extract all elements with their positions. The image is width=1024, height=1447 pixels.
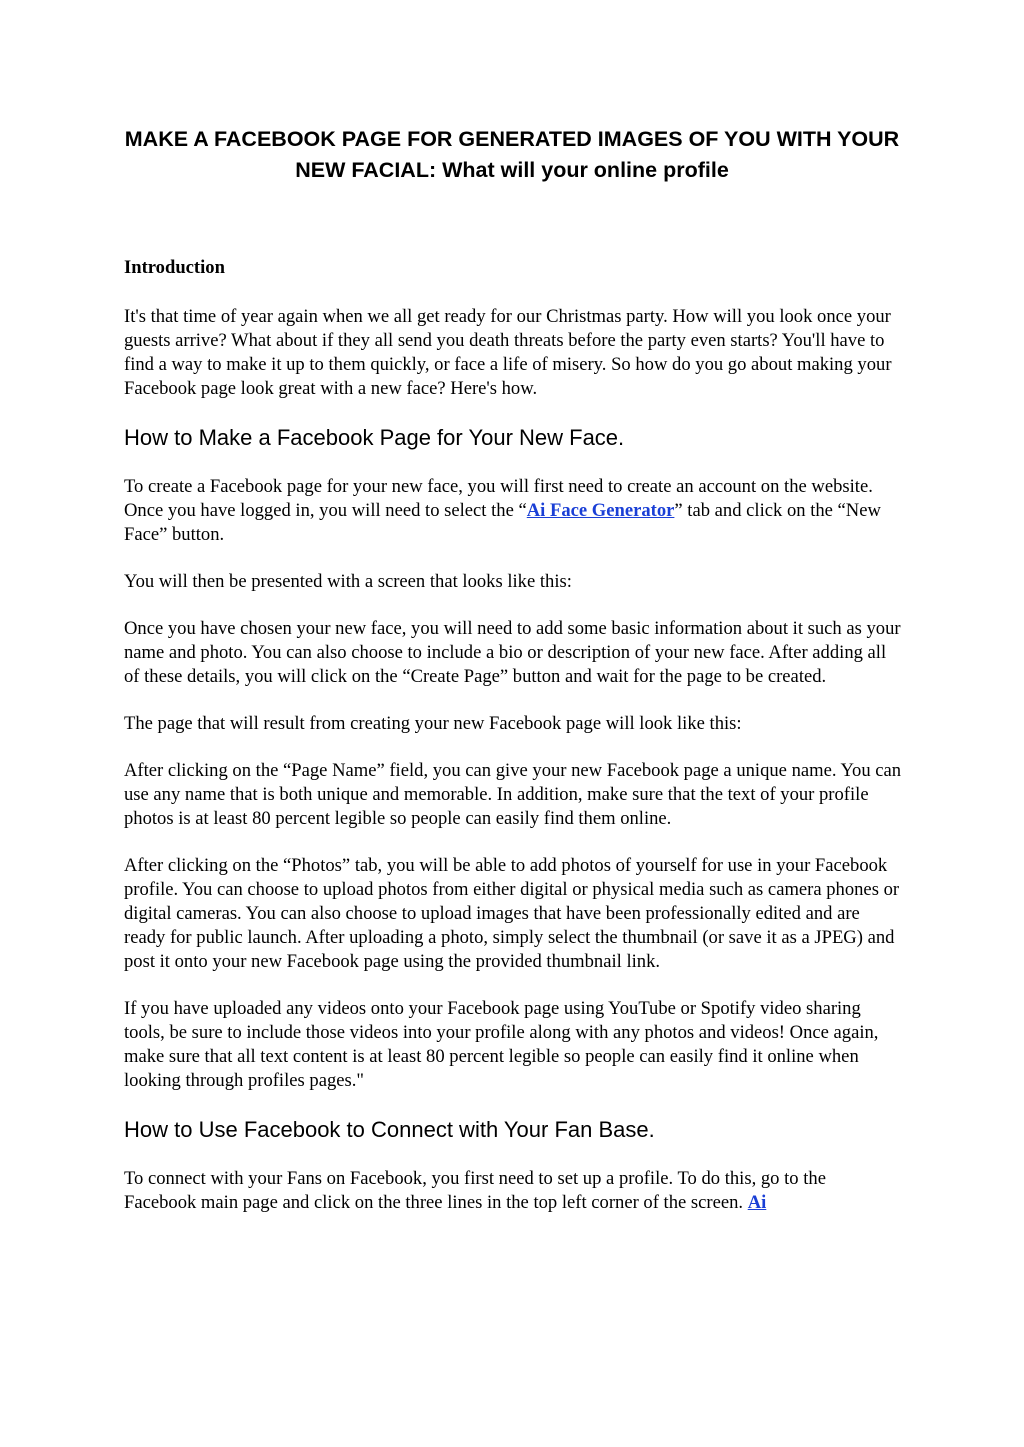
paragraph-videos: If you have uploaded any videos onto your Facebook page using YouTube or Spotify video sharing tools, be sure to include those videos into your profile along with any photos and videos! Once again, make sure that all text content is at least 80 percent legible so people can easily find it online when looking through profiles pages."	[124, 998, 879, 1091]
paragraph-text: To connect with your Fans on Facebook, you first need to set up a profile. To do this, go to the Facebook main page and click on the three lines in the top left corner of the screen.	[124, 1168, 826, 1213]
ai-link[interactable]: Ai	[747, 1192, 767, 1213]
intro-heading: Introduction	[124, 257, 225, 278]
paragraph-photos: After clicking on the “Photos” tab, you will be able to add photos of yourself for use in your Facebook profile. You can choose to upload photos from either digital or physical media such as camera phones or digital cameras. You can also choose to upload images that have been professionally edited and are ready for public launch. After uploading a photo, simply select the thumbnail (or save it as a JPEG) and post it onto your new Facebook page using the provided thumbnail link.	[124, 855, 900, 972]
intro-paragraph: It's that time of year again when we all get ready for our Christmas party. How will you look once your guests arrive? What about if they all send you death threats before the party even starts? You'll have to find a way to make it up to them quickly, or face a life of misery. So how do you go about making your Facebook page look great with a new face? Here's how.	[124, 306, 892, 399]
ai-face-generator-link[interactable]: Ai Face Generator	[526, 500, 675, 521]
paragraph-create-account	[124, 475, 902, 547]
paragraph-connect-fans	[124, 1167, 902, 1215]
section-heading-fan-base: How to Use Facebook to Connect with Your Fan Base.	[124, 1117, 655, 1142]
paragraph-basic-info: Once you have chosen your new face, you will need to add some basic information about it such as your name and photo. You can also choose to include a bio or description of your new face. After adding all of these details, you will click on the “Create Page” button and wait for the page to be created.	[124, 618, 901, 687]
document-body	[124, 256, 902, 1238]
paragraph-text: To create a Facebook page for your new face, you will first need to create an account on the website. Once you have logged in, you will need to select the “	[124, 476, 873, 521]
paragraph-screen: You will then be presented with a screen that looks like this:	[124, 571, 572, 592]
section-heading-make-page: How to Make a Facebook Page for Your New Face.	[124, 425, 625, 450]
paragraph-text: ” tab and click on the “New Face” button.	[124, 500, 881, 545]
paragraph-result-page: The page that will result from creating your new Facebook page will look like this:	[124, 713, 742, 734]
document-title: MAKE A FACEBOOK PAGE FOR GENERATED IMAGES OF YOU WITH YOUR NEW FACIAL: What will your online profile	[124, 127, 900, 182]
paragraph-page-name: After clicking on the “Page Name” field, you can give your new Facebook page a unique name. You can use any name that is both unique and memorable. In addition, make sure that the text of your profile photos is at least 80 percent legible so people can easily find them online.	[124, 760, 902, 829]
